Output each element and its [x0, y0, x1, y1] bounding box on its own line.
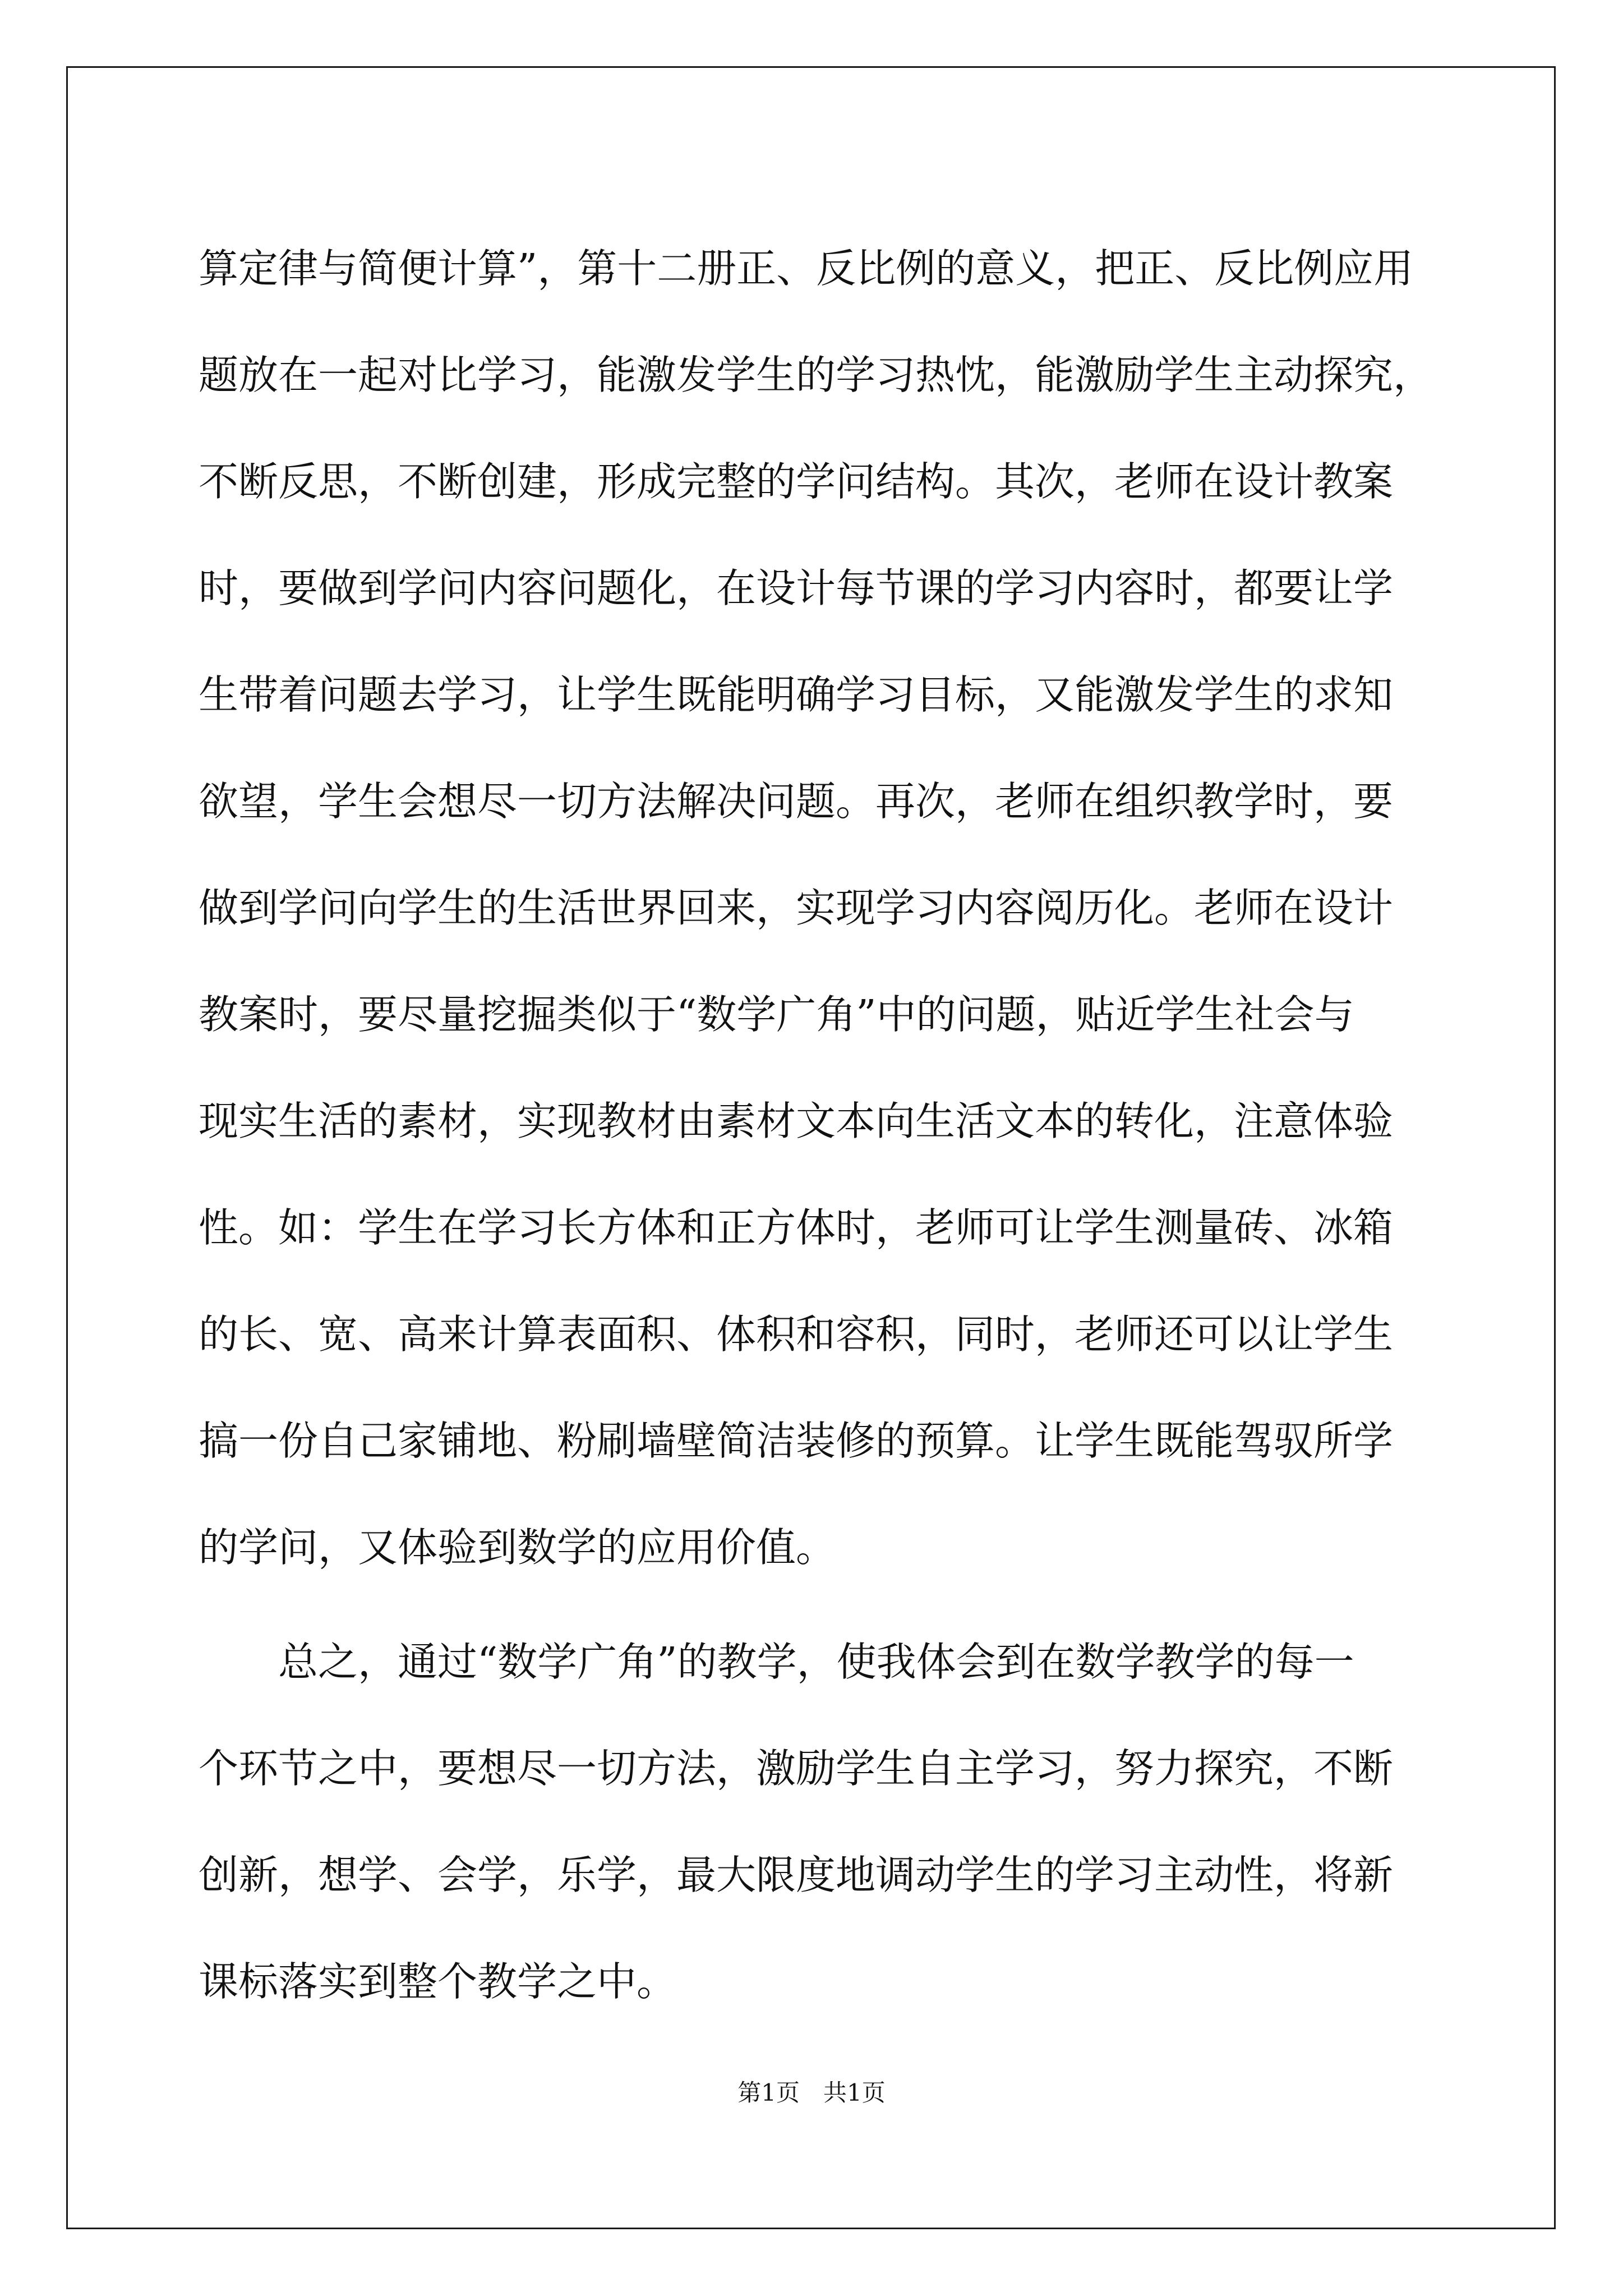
text-line: 不断反思，不断创建，形成完整的学问结构。其次，老师在设计教案	[199, 458, 1394, 505]
text-line: 现实生活的素材，实现教材由素材文本向生活文本的转化，注意体验	[199, 1098, 1394, 1144]
paragraph-2	[199, 1609, 1460, 2035]
document-body	[199, 215, 1460, 2035]
page-footer	[0, 2074, 1623, 2108]
text-line: 做到学问向学生的生活世界回来，实现学习内容阅历化。老师在设计	[199, 885, 1394, 931]
text-line: 个环节之中，要想尽一切方法，激励学生自主学习，努力探究，不断	[199, 1745, 1394, 1792]
text-line: 教案时，要尽量挖掘类似于“数学广角”中的问题，贴近学生社会与	[199, 991, 1354, 1038]
text-line: 生带着问题去学习，让学生既能明确学习目标，又能激发学生的求知	[199, 671, 1394, 718]
text-line: 创新，想学、会学，乐学，最大限度地调动学生的学习主动性，将新	[199, 1852, 1394, 1898]
text-line: 欲望，学生会想尽一切方法解决问题。再次，老师在组织教学时，要	[199, 778, 1394, 825]
text-line: 算定律与简便计算”，第十二册正、反比例的意义，把正、反比例应用	[199, 245, 1414, 292]
paragraph-1	[199, 215, 1460, 1601]
text-line: 课标落实到整个教学之中。	[199, 1958, 677, 2005]
text-line: 题放在一起对比学习，能激发学生的学习热忱，能激励学生主动探究，	[199, 352, 1433, 398]
text-line: 时，要做到学问内容问题化，在设计每节课的学习内容时，都要让学	[199, 565, 1394, 611]
text-line: 总之，通过“数学广角”的教学，使我体会到在数学教学的每一	[199, 1639, 1354, 1685]
text-line: 性。如：学生在学习长方体和正方体时，老师可让学生测量砖、冰箱	[199, 1204, 1394, 1251]
page-number-label: 第1页 共1页	[737, 2079, 886, 2106]
text-line: 的学问，又体验到数学的应用价值。	[199, 1524, 836, 1571]
text-line: 搞一份自己家铺地、粉刷墙壁简洁装修的预算。让学生既能驾驭所学	[199, 1418, 1394, 1464]
text-line: 的长、宽、高来计算表面积、体积和容积，同时，老师还可以让学生	[199, 1311, 1394, 1358]
